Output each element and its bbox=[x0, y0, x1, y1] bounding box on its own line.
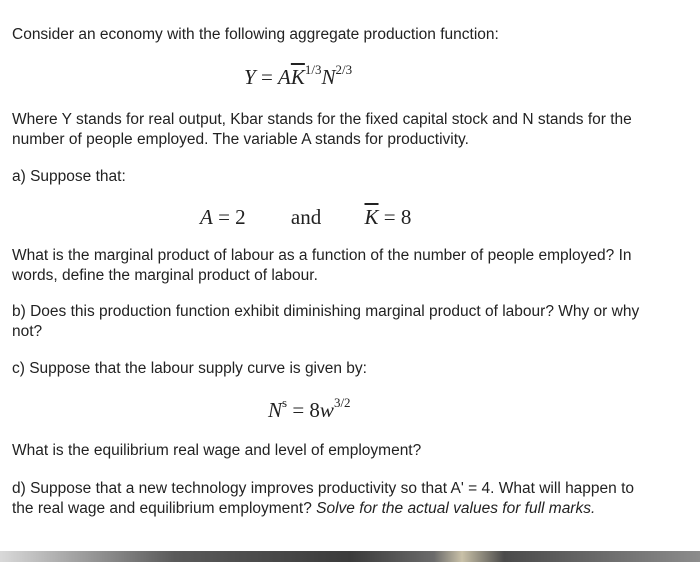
eq1-a: A bbox=[278, 65, 291, 89]
eq2-a-value: 2 bbox=[235, 205, 246, 229]
eq2-and: and bbox=[290, 205, 322, 229]
part-c-question: What is the equilibrium real wage and level of employment? bbox=[12, 442, 422, 459]
parameter-values-equation bbox=[200, 205, 411, 230]
variable-definitions: Where Y stands for real output, Kbar stands for the fixed capital stock and N stands for the number of people employed. The variable A stands for productivity. bbox=[12, 111, 632, 148]
eq3-w: w bbox=[319, 398, 334, 422]
eq1-equals: = bbox=[260, 65, 273, 89]
intro-text: Consider an economy with the following aggregate production function: bbox=[12, 26, 499, 43]
part-d-question bbox=[12, 479, 652, 519]
part-b-question: b) Does this production function exhibit diminishing marginal product of labour? Why or why not? bbox=[12, 303, 640, 340]
labour-supply-equation bbox=[268, 397, 351, 423]
eq3-w-exponent: 3/2 bbox=[333, 395, 351, 410]
eq1-n: N bbox=[321, 65, 336, 89]
eq1-kbar: $\overline{K}$ bbox=[290, 65, 305, 89]
part-d-emphasis: Solve for the actual values for full marks. bbox=[316, 500, 596, 517]
eq3-equals: = bbox=[292, 398, 305, 422]
production-function-equation bbox=[244, 64, 352, 90]
eq1-y: Y bbox=[244, 65, 256, 89]
eq2-k-value: 8 bbox=[400, 205, 412, 229]
eq3-n: N bbox=[268, 398, 283, 422]
eq3-coefficient: 8 bbox=[309, 398, 320, 422]
eq2-a-equals: = bbox=[218, 205, 230, 229]
part-d-text: d) Suppose that a new technology improves productivity so that A' = 4. What will happen to the real wage and equilibrium employment? bbox=[12, 480, 635, 517]
eq3-n-superscript: s bbox=[282, 395, 288, 410]
eq2-k-equals: = bbox=[383, 205, 396, 229]
eq2-a: A bbox=[200, 205, 213, 229]
cropped-image-strip bbox=[0, 551, 700, 562]
part-a-intro: a) Suppose that: bbox=[12, 168, 126, 185]
eq1-n-exponent: 2/3 bbox=[335, 62, 353, 77]
part-c-intro: c) Suppose that the labour supply curve is given by: bbox=[12, 360, 367, 377]
eq1-k-exponent: 1/3 bbox=[304, 62, 322, 77]
eq2-kbar: $\overline{K}$ bbox=[364, 205, 379, 229]
part-a-question: What is the marginal product of labour as a function of the number of people employed? In words, define the marginal product of labour. bbox=[12, 247, 632, 284]
